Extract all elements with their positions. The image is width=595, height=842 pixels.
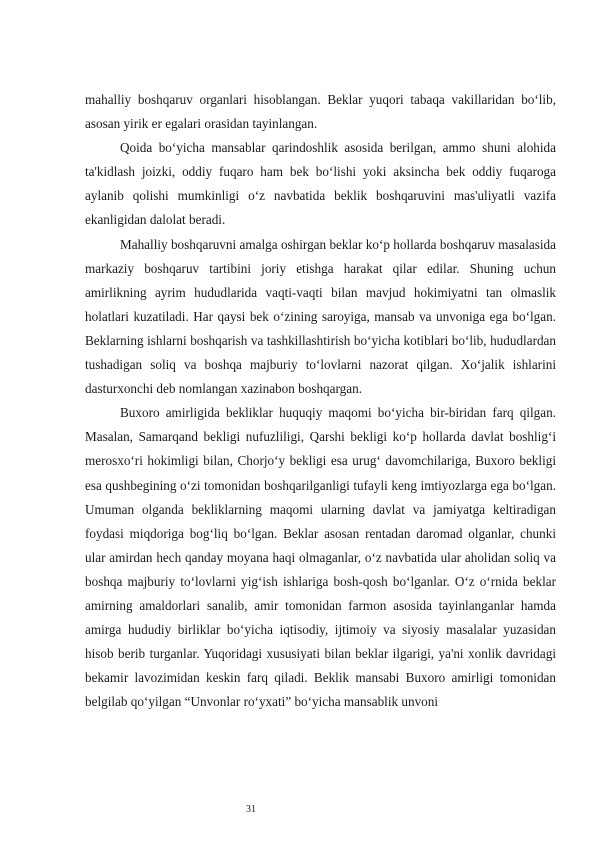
paragraph-appointment-rules: Qoida bo‘yicha mansablar qarindoshlik asosida berilgan, ammo shuni alohida ta'kidlash joizki, oddiy fuqaro ham bek bo‘lishi yoki aksincha bek oddiy fuqaroga aylanib qolishi mumkinligi o‘z navbatida beklik boshqaruvini mas'uliyatli vazifa ekanligidan dalolat beradi. — [85, 140, 556, 228]
page-number: 31 — [246, 804, 256, 815]
paragraph-continuation: mahalliy boshqaruv organlari hisoblangan. Beklar yuqori tabaqa vakillaridan bo‘lib, asosan yirik er egalari orasidan tayinlangan. — [85, 92, 556, 132]
document-body — [85, 88, 556, 714]
paragraph-local-governance: Mahalliy boshqaruvni amalga oshirgan beklar ko‘p hollarda boshqaruv masalasida markaziy boshqaruv tartibini joriy etishga harakat qilar edilar. Shuning uchun amirlikning ayrim hududlarida vaqti-vaqti bilan mavjud hokimiyatni tan olmaslik holatlari kuzatiladi. Har qaysi bek o‘zining saroyiga, mansab va unvoniga ega bo‘lgan. Beklarning ishlarni boshqarish va tashkillashtirish bo‘yicha kotiblari bo‘lib, hududlardan tushadigan soliq va boshqa majburiy to‘lovlarni nazorat qilgan. Xo‘jalik ishlarini dasturxonchi deb nomlangan xazinabon boshqargan. — [85, 236, 556, 397]
paragraph-legal-status: Buxoro amirligida bekliklar huquqiy maqomi bo‘yicha bir-biridan farq qilgan. Masalan, Samarqand bekligi nufuzliligi, Qarshi bekligi ko‘p hollarda davlat boshlig‘i merosxo‘ri hokimligi bilan, Chorjo‘y bekligi esa urug‘ davomchilariga, Buxoro bekligi esa qushbegining o‘zi tomonidan boshqarilganligi tufayli keng imtiyozlarga ega bo‘lgan. Umuman olganda bekliklarning maqomi ularning davlat va jamiyatga keltiradigan foydasi miqdoriga bog‘liq bo‘lgan. Beklar asosan rentadan daromad olganlar, chunki ular amirdan hech qanday moyana haqi olmaganlar, o‘z navbatida ular aholidan soliq va boshqa majburiy to‘lovlarni yig‘ish ishlariga bosh-qosh bo‘lganlar. O‘z o‘rnida beklar amirning amaldorlari sanalib, amir tomonidan farmon asosida tayinlanganlar hamda amirga hududiy birliklar bo‘yicha iqtisodiy, ijtimoiy va siyosiy masalalar yuzasidan hisob berib turganlar. Yuqoridagi xususiyati bilan beklar ilgarigi, ya'ni xonlik davridagi bekamir lavozimidan keskin farq qiladi. Beklik mansabi Buxoro amirligi tomonidan belgilab qo‘yilgan “Unvonlar ro‘yxati” bo‘yicha mansablik unvoni — [85, 405, 556, 710]
